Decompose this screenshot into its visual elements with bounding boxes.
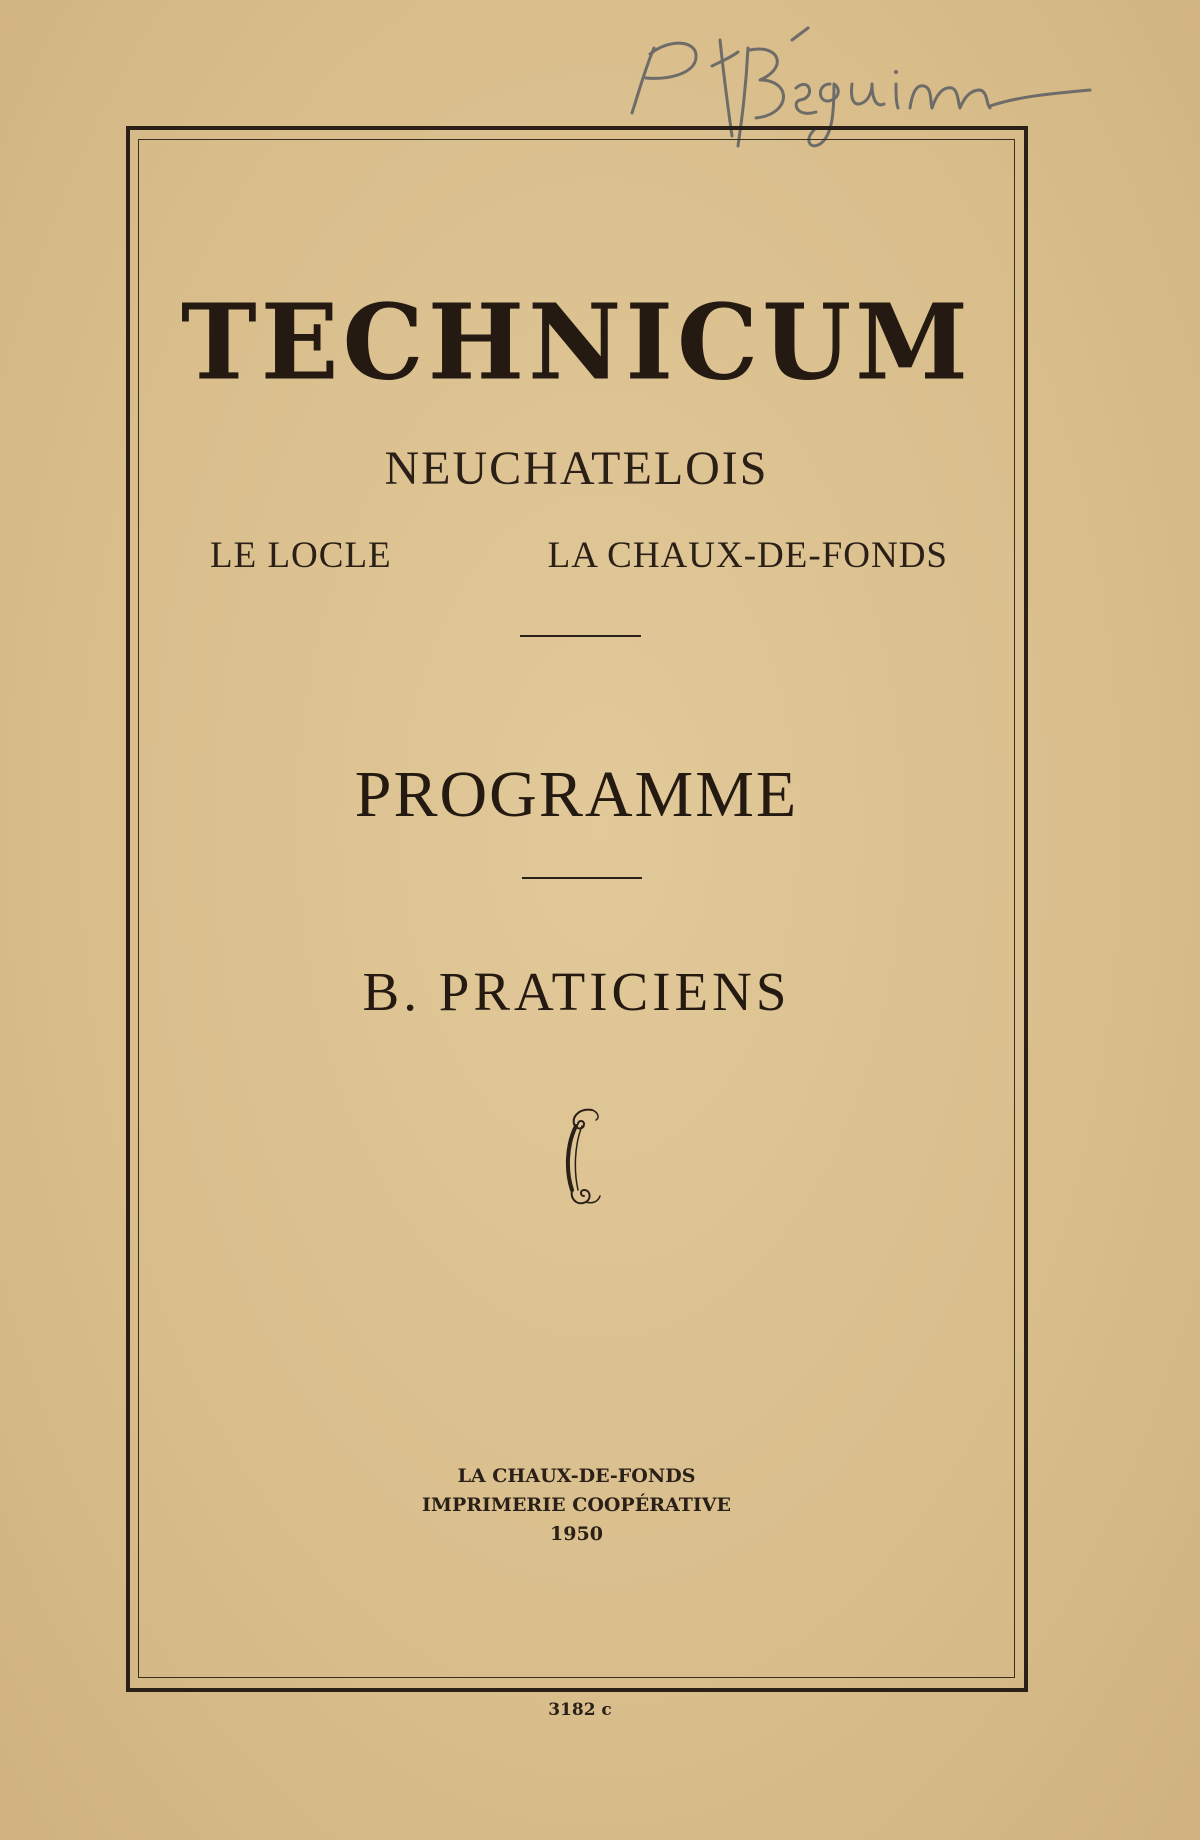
location-la-chaux-de-fonds: LA CHAUX-DE-FONDS	[547, 535, 948, 576]
scroll-ornament-icon	[558, 1102, 606, 1212]
programme-heading: PROGRAMME	[354, 758, 799, 831]
divider-rule-middle	[522, 877, 642, 879]
imprint-year: 1950	[550, 1523, 603, 1545]
cover-title: TECHNICUM	[180, 281, 973, 405]
section-title: B. PRATICIENS	[362, 961, 791, 1022]
cover-subtitle: NEUCHATELOIS	[384, 442, 769, 495]
print-code: 3182 c	[548, 1700, 612, 1720]
divider-rule-top	[520, 635, 641, 637]
location-le-locle: LE LOCLE	[210, 535, 392, 576]
imprint-city: LA CHAUX-DE-FONDS	[457, 1465, 696, 1487]
imprint-block	[138, 1462, 1015, 1549]
location-line	[210, 537, 948, 574]
imprint-printer: IMPRIMERIE COOPÉRATIVE	[422, 1494, 731, 1516]
